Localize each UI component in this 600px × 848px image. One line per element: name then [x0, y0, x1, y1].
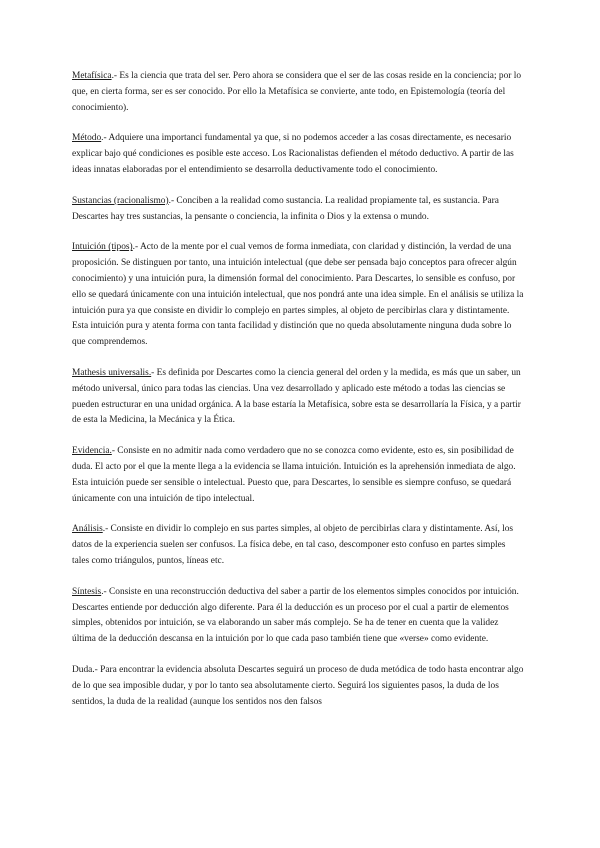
definition-intuicion: .- Acto de la mente por el cual vemos de forma inmediata, con claridad y distinción, la verdad de una proposición. Se distinguen por tanto, una intuición intelectual (que debe ser pensada bajo conceptos para ofrecer algún conocimiento) y una intuición pura, la dimensión formal del conocimiento. Para Descartes, lo sensible es confuso, por ello se quedará únicamente con una intuición intelectual, que nos pondrá ante una idea simple. En el análisis se utiliza la intuición pura ya que consiste en dividir lo complejo en partes simples, al objeto de percibirlas clara y distintamente. Esta intuición pura y atenta forma con tanta facilidad y distinción que no queda absolutamente ninguna duda sobre lo que comprendemos.: [72, 242, 524, 348]
definition-analisis: .- Consiste en dividir lo complejo en sus partes simples, al objeto de percibirlas clara y distintamente. Así, los datos de la experiencia suelen ser confusos. La física debe, en tal caso, descomponer esto confuso en partes simples tales como triángulos, puntos, líneas etc.: [72, 524, 514, 566]
definition-sustancias: .- Conciben a la realidad como sustancia. La realidad propiamente tal, es sustancia. Para Descartes hay tres sustancias, la pensante o conciencia, la infinita o Dios y la extensa o mundo.: [72, 195, 499, 222]
definition-sintesis: .- Consiste en una reconstrucción deductiva del saber a partir de los elementos simples conocidos por intuición. Descartes entiende por deducción algo diferente. Para él la deducción es un proceso por el cual a partir de elementos simples, obtenidos por intuición, se va elaborando un saber más complejo. Se ha de tener en cuenta que la validez última de la deducción descansa en la intuición por lo que cada paso también tiene que «verse» como evidente.: [72, 586, 519, 645]
term-sustancias: Sustancias (racionalismo): [72, 195, 169, 206]
term-mathesis: Mathesis universalis.: [72, 367, 152, 378]
paragraph-analisis: [72, 522, 524, 569]
paragraph-duda: [72, 663, 524, 710]
paragraph-metafisica: [72, 69, 524, 116]
definition-duda: Duda.- Para encontrar la evidencia absoluta Descartes seguirá un proceso de duda metódica de todo hasta encontrar algo de lo que sea imposible dudar, y por lo tanto sea absolutamente cierto. Seguirá los siguientes pasos, la duda de los sentidos, la duda de la realidad (aunque los sentidos nos den falsos: [72, 664, 524, 707]
term-sintesis: Síntesis: [72, 586, 102, 597]
term-analisis: Análisis: [72, 524, 103, 535]
definition-evidencia: - Consiste en no admitir nada como verdadero que no se conozca como evidente, esto es, sin posibilidad de duda. El acto por el que la mente llega a la evidencia se llama intuición. Intuición es la aprehensión inmediata de algo. Esta intuición puede ser sensible o intelectual. Puesto que, para Descartes, lo sensible es siempre confuso, se quedará únicamente con una intuición de tipo intelectual.: [72, 446, 516, 504]
paragraph-mathesis: [72, 366, 524, 429]
paragraph-evidencia: [72, 444, 524, 507]
paragraph-intuicion: [72, 240, 524, 351]
term-metodo: Método: [72, 133, 102, 144]
definition-mathesis: - Es definida por Descartes como la ciencia general del orden y la medida, es más que un saber, un método universal, único para todas las ciencias. Una vez desarrollado y aplicado este método a todas las ciencias se pueden estructurar en una unidad orgánica. A la base estaría la Metafísica, sobre esta se desarrollaría la Física, y a partir de esta la Medicina, la Mecánica y la Ética.: [72, 367, 521, 426]
term-evidencia: Evidencia.: [72, 446, 112, 457]
term-metafisica: Metafísica: [72, 71, 112, 81]
definition-metafisica: .- Es la ciencia que trata del ser. Pero ahora se considera que el ser de las cosas reside en la conciencia; por lo que, en cierta forma, ser es ser conocido. Por ello la Metafísica se convierte, ante todo, en Epistemología (teoría del conocimiento).: [72, 71, 522, 113]
definition-metodo: .- Adquiere una importanci fundamental ya que, si no podemos acceder a las cosas directamente, es necesario explicar bajo qué condiciones es posible este acceso. Los Racionalistas defienden el método deductivo. A partir de las ideas innatas elaboradas por el entendimiento se desarrolla deductivamente todo el conocimiento.: [72, 133, 514, 175]
paragraph-metodo: [72, 131, 524, 178]
term-intuicion: Intuición (tipos): [72, 242, 133, 253]
document-body: [72, 69, 524, 725]
paragraph-sintesis: [72, 585, 524, 648]
paragraph-sustancias: [72, 194, 524, 226]
